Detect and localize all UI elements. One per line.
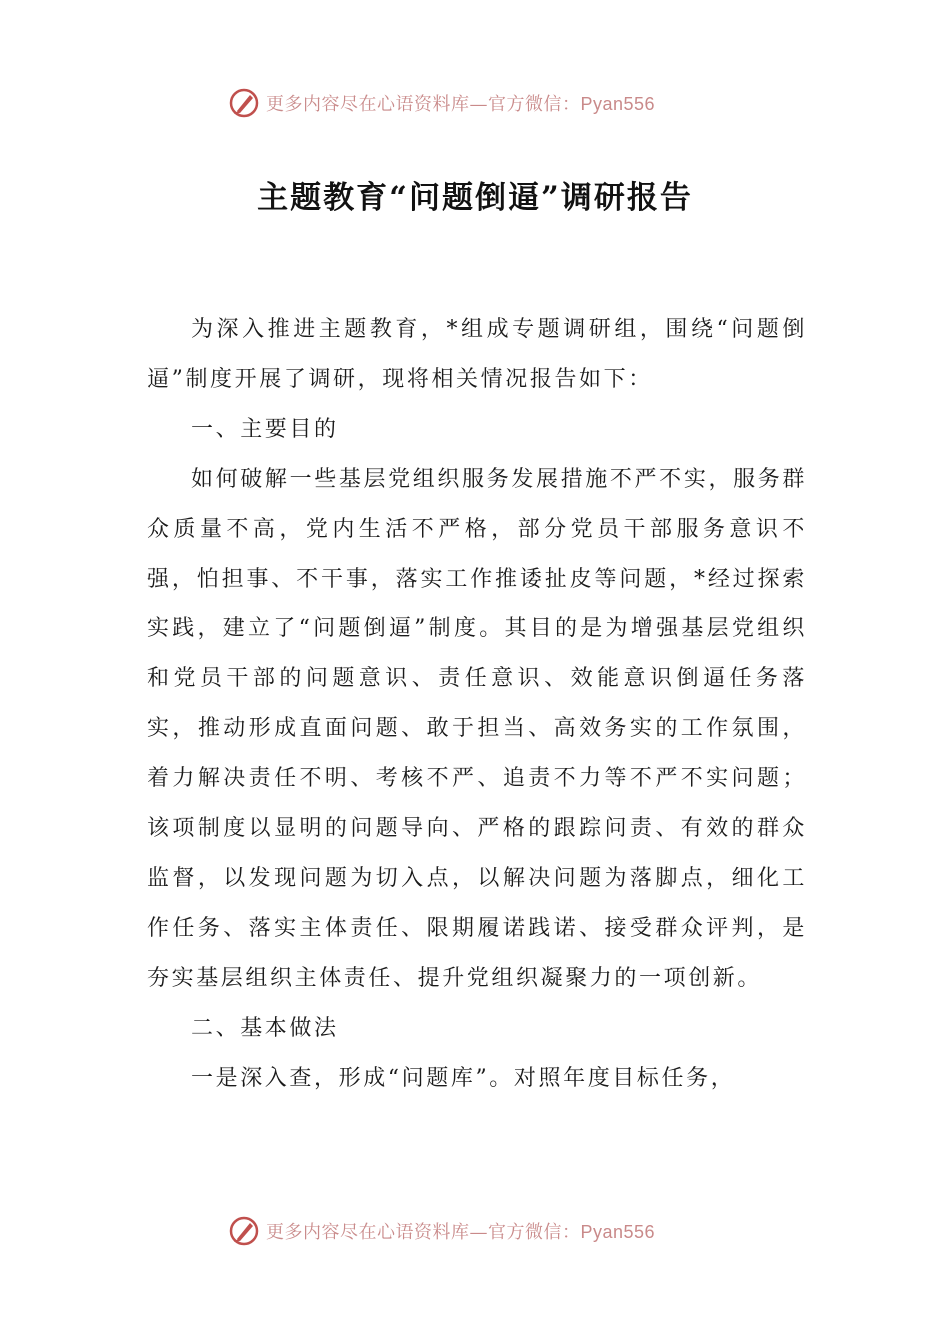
intro-paragraph: 为深入推进主题教育，*组成专题调研组，围绕“问题倒逼”制度开展了调研，现将相关情况报告如下： xyxy=(147,317,807,392)
watermark-text: 更多内容尽在心语资料库—官方微信：Pyan556 xyxy=(266,1222,656,1243)
footer-watermark-banner xyxy=(228,1214,655,1248)
purpose-paragraph: 如何破解一些基层党组织服务发展措施不严不实，服务群众质量不高，党内生活不严格，部分党员干部服务意识不强，怕担事、不干事，落实工作推诿扯皮等问题，*经过探索实践，建立了“问题倒逼”制度。其目的是为增强基层党组织和党员干部的问题意识、责任意识、效能意识倒逼任务落实，推动形成直面问题、敢于担当、高效务实的工作氛围，着力解决责任不明、考核不严、追责不力等不严不实问题；该项制度以显明的问题导向、严格的跟踪问责、有效的群众监督，以发现问题为切入点，以解决问题为落脚点，细化工作任务、落实主体责任、限期履诺践诺、接受群众评判，是夯实基层组织主体责任、提升党组织凝聚力的一项创新。 xyxy=(147,466,807,991)
section-heading-basic-practice: 二、基本做法 xyxy=(191,1015,339,1041)
section-heading-main-purpose: 一、主要目的 xyxy=(191,416,339,442)
pen-circle-logo-icon xyxy=(228,87,260,119)
pen-circle-logo-icon xyxy=(228,1215,260,1247)
header-watermark-banner xyxy=(228,86,655,120)
watermark-text: 更多内容尽在心语资料库—官方微信：Pyan556 xyxy=(266,94,656,115)
document-body xyxy=(147,305,807,1104)
practice-paragraph: 一是深入查，形成“问题库”。对照年度目标任务， xyxy=(191,1065,736,1091)
document-title: 主题教育“问题倒逼”调研报告 xyxy=(257,180,693,216)
